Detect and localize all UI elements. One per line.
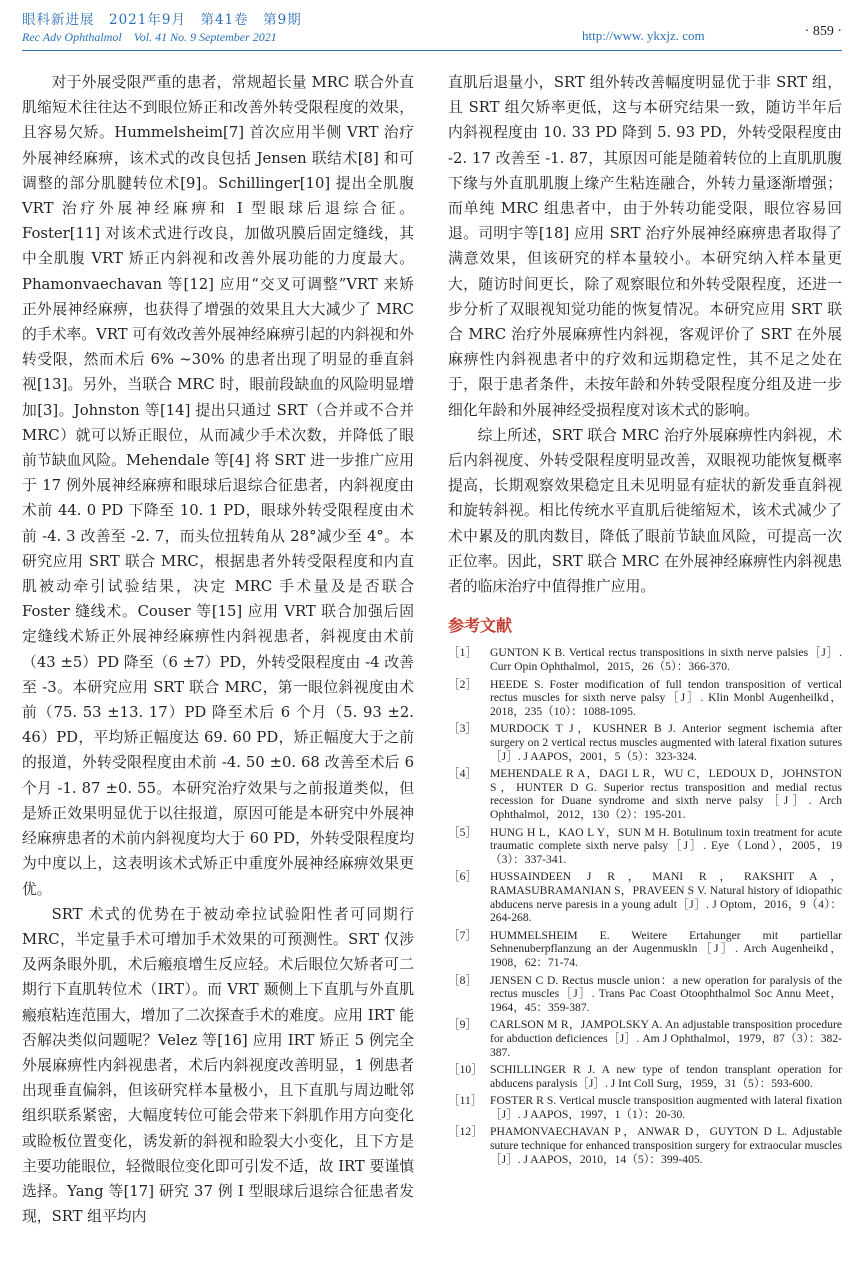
- reference-item: [448, 1094, 842, 1121]
- reference-text: CARLSON M R，JAMPOLSKY A. An adjustable transposition procedure for abduction deficiences［J］. Am J Ophthalmol，1979，87（3）：382-387.: [490, 1018, 842, 1059]
- reference-list: [448, 646, 842, 1166]
- reference-item: [448, 1125, 842, 1166]
- reference-number: ［11］: [448, 1094, 483, 1108]
- reference-text: MEHENDALE R A，DAGI L R，WU C，LEDOUX D，JOHNSTON S，HUNTER D G. Superior rectus transposition and medial rectus recession for Duane syndrome and sixth nerve palsy［J］. Arch Ophthalmol，2012，130（2）：195-201.: [490, 767, 842, 821]
- paragraph: 直肌后退量小，SRT 组外转改善幅度明显优于非 SRT 组，且 SRT 组欠矫率更低，这与本研究结果一致，随访半年后内斜视程度由 10. 33 PD 降到 5. 93 PD，外转受限程度由 -2. 17 改善至 -1. 87，其原因可能是随着转位的上直肌肌腹下缘与外直肌肌腹上缘产生粘连融合，外转力量逐渐增强；而单纯 MRC 组患者中，由于外转功能受限，眼位容易回退。司明宇等[18] 应用 SRT 治疗外展神经麻痹患者取得了满意效果，但该研究的样本量较小。本研究纳入样本量更大，随访时间更长，除了观察眼位和外转受限程度，还进一步分析了双眼视知觉功能的恢复情况。本研究应用 SRT 联合 MRC 治疗外展麻痹性内斜视，客观评价了 SRT 在外展麻痹性内斜视患者中的疗效和远期稳定性，其不足之处在于，限于患者条件，未按年龄和外转受限程度分组及进一步细化年龄和外展神经受损程度对该术式的影响。: [448, 74, 842, 419]
- right-column: [448, 70, 842, 1170]
- header-rule: [22, 50, 842, 51]
- reference-text: SCHILLINGER R J. A new type of tendon transplant operation for abducens paralysis［J］. J Int Coll Surg，1959，31（5）：593-600.: [490, 1063, 842, 1090]
- reference-number: ［7］: [448, 928, 477, 942]
- running-header: [22, 6, 842, 58]
- reference-text: MURDOCK T J，KUSHNER B J. Anterior segment ischemia after surgery on 2 vertical rectus muscles augmented with lateral fixation sutures［J］. J AAPOS，2001，5（5）：323-324.: [490, 722, 842, 763]
- reference-item: [448, 646, 842, 673]
- reference-number: ［2］: [448, 677, 477, 691]
- reference-number: ［12］: [448, 1125, 483, 1139]
- journal-title-en: Rec Adv Ophthalmol Vol. 41 No. 9 September 2021: [22, 30, 277, 44]
- reference-text: HUMMELSHEIM E. Weitere Ertahunger mit partiellar Sehnenuberpflanzung an der Augenmuskln［J］. Arch Augenheikd，1908，62：71-74.: [490, 928, 842, 969]
- reference-item: [448, 929, 842, 970]
- references-heading: 参考文献: [448, 616, 513, 636]
- reference-number: ［9］: [448, 1018, 477, 1032]
- journal-url[interactable]: http://www. ykxjz. com: [582, 28, 705, 43]
- page-number: · 859 ·: [804, 24, 842, 39]
- reference-number: ［4］: [448, 767, 477, 781]
- reference-item: [448, 826, 842, 867]
- reference-number: ［5］: [448, 825, 477, 839]
- reference-text: GUNTON K B. Vertical rectus transpositions in sixth nerve palsies［J］. Curr Opin Ophthalmol，2015，26（5）：366-370.: [490, 646, 842, 674]
- reference-item: [448, 767, 842, 821]
- reference-item: [448, 1018, 842, 1059]
- reference-text: PHAMONVAECHAVAN P，ANWAR D，GUYTON D L. Adjustable suture technique for enhanced transposition surgery for extraocular muscles［J］. J AAPOS，2010，14（5）：399-405.: [490, 1125, 842, 1166]
- paragraph: 对于外展受限严重的患者，常规超长量 MRC 联合外直肌缩短术往往达不到眼位矫正和改善外转受限程度的效果，且容易欠矫。Hummelsheim[7] 首次应用半侧 VRT 治疗外展神经麻痹，该术式的改良包括 Jensen 联结术[8] 和可调整的部分肌腱转位术[9]。Schillinger[10] 提出全肌腹 VRT 治疗外展神经麻痹和 I 型眼球后退综合征。Foster[11] 对该术式进行改良，加做巩膜后固定缝线，其中全肌腹 VRT 矫正内斜视和改善外展功能的力度最大。Phamonvaechavan 等[12] 应用“交叉可调整”VRT 来矫正外展神经麻痹，也获得了增强的效果且大大减少了 MRC 的手术率。VRT 可有效改善外展神经麻痹引起的内斜视和外转受限，然而术后 6% ~30% 的患者出现了明显的垂直斜视[13]。另外，当联合 MRC 时，眼前段缺血的风险明显增加[3]。Johnston 等[14] 提出只通过 SRT（合并或不合并 MRC）就可以矫正眼位，从而减少手术次数，并降低了眼前节缺血风险。Mehendale 等[4] 将 SRT 进一步推广应用于 17 例外展神经麻痹和眼球后退综合征患者，内斜视度由术前 44. 0 PD 下降至 10. 1 PD，眼球外转受限程度由术前 -4. 3 改善至 -2. 7，而头位扭转角从 28°减少至 4°。本研究应用 SRT 联合 MRC，根据患者外转受限程度和内直肌被动牵引试验结果，决定 MRC 手术量及是否联合 Foster 缝线术。Couser 等[15] 应用 VRT 联合加强后固定缝线术矫正外展神经麻痹性内斜视患者，斜视度由术前（43 ±5）PD 降至（6 ±7）PD，外转受限程度由 -4 改善至 -3。本研究应用 SRT 联合 MRC，第一眼位斜视度由术前（75. 53 ±13. 17）PD 降至术后 6 个月（5. 93 ±2. 46）PD，平均矫正幅度达 69. 60 PD，矫正幅度大于之前的报道，外转受限程度由术前 -4. 50 ±0. 68 改善至术后 6 个月 -1. 87 ±0. 55。本研究治疗效果与之前报道类似，但是矫正效果明显优于以往报道，原因可能是本研究中外展神经麻痹患者的术前内斜视度均大于 60 PD，外转受限程度均为中度以上，这表明该术式矫正中重度外展神经麻痹效果更优。: [22, 74, 414, 898]
- reference-text: HUNG H L，KAO L Y，SUN M H. Botulinum toxin treatment for acute traumatic complete sixth nerve palsy［J］. Eye（Lond），2005，19（3）：337-341.: [490, 825, 842, 866]
- reference-number: ［3］: [448, 722, 477, 736]
- reference-number: ［6］: [448, 870, 477, 884]
- reference-text: HEEDE S. Foster modification of full tendon transposition of vertical rectus muscles for sixth nerve palsy［J］. Klin Monbl Augenheilkd，2018，235（10）：1088-1095.: [490, 677, 842, 718]
- reference-number: ［10］: [448, 1063, 483, 1077]
- paragraph: 综上所述，SRT 联合 MRC 治疗外展麻痹性内斜视，术后内斜视度、外转受限程度明显改善，双眼视功能恢复概率提高，长期观察效果稳定且未见明显有症状的新发垂直斜视和旋转斜视。相比传统水平直肌后徙缩短术，该术式减少了术中累及的肌肉数目，降低了眼前节缺血风险，可提高一次正位率。因此，SRT 联合 MRC 在外展神经麻痹性内斜视患者的临床治疗中值得推广应用。: [448, 426, 842, 596]
- reference-item: [448, 678, 842, 719]
- journal-title-cn: 眼科新进展 2021年9月 第41卷 第9期: [22, 12, 302, 28]
- reference-item: [448, 722, 842, 763]
- reference-text: HUSSAINDEEN J R，MANI R，RAKSHIT A，RAMASUBRAMANIAN S，PRAVEEN S V. Natural history of idiopathic abducens nerve paresis in a young adult［J］. J Optom，2016，9（4）：264-268.: [490, 870, 842, 925]
- paragraph: SRT 术式的优势在于被动牵拉试验阳性者可同期行 MRC，半定量手术可增加手术效果的可预测性。SRT 仅涉及两条眼外肌，术后瘢痕增生反应轻。术后眼位欠矫者可二期行下直肌转位术（IRT）。而 VRT 颞侧上下直肌与外直肌瘢痕粘连范围大，增加了二次探查手术的难度。应用 IRT 能否解决类似问题呢？Velez 等[16] 应用 IRT 矫正 5 例完全外展麻痹性内斜视患者，术后内斜视度改善明显，1 例患者出现垂直偏斜，但该研究样本量极小，且下直肌与周边毗邻组织联系紧密，大幅度转位可能会带来下斜肌作用方向变化或睑板位置变化，诱发新的斜视和睑裂大小变化，且下方是主要功能眼位，轻微眼位变化即可引发不适，故 IRT 要谨慎选择。Yang 等[17] 研究 37 例 I 型眼球后退综合征患者发现，SRT 组平均内: [22, 905, 414, 1226]
- reference-text: JENSEN C D. Rectus muscle union：a new operation for paralysis of the rectus muscles［J］. Trans Pac Coast Otoophthalmol Soc Annu Meet，1964，45：359-387.: [490, 973, 842, 1014]
- reference-item: [448, 1063, 842, 1090]
- reference-text: FOSTER R S. Vertical muscle transposition augmented with lateral fixation［J］. J AAPOS，1997，1（1）：20-30.: [490, 1094, 842, 1121]
- left-column: [22, 70, 414, 1229]
- reference-item: [448, 870, 842, 924]
- reference-number: ［8］: [448, 973, 477, 987]
- reference-number: ［1］: [448, 646, 477, 660]
- reference-item: [448, 974, 842, 1015]
